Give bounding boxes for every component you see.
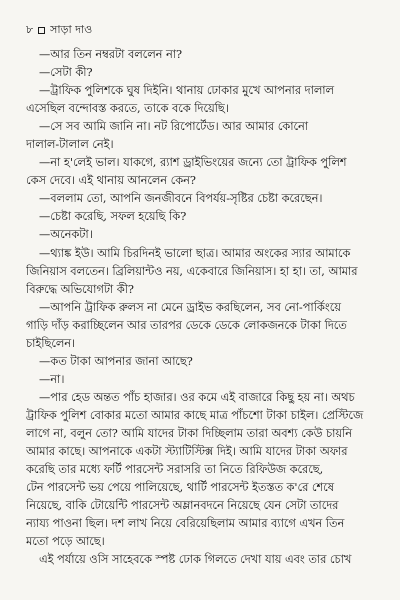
text-line: চাইছিলেন। xyxy=(26,336,76,350)
page-number: ৮ xyxy=(26,23,34,36)
text-line: ট্রাফিক পুলিশ বোকার মতো আমার কাছে মাত্র পাঁচশো টাকা চাইল। প্রেস্টিজে xyxy=(26,408,364,422)
text-line: —সেটা কী? xyxy=(39,66,93,80)
text-line: —সে সব আমি জানি না। নট রিপোর্টেড। আর আমার কোনো xyxy=(39,120,309,134)
text-line: দালাল-টালাল নেই। xyxy=(26,138,114,152)
running-header xyxy=(26,22,384,38)
running-title: সাড়া দাও xyxy=(50,23,93,36)
text-line: গাড়ি দাঁড় করাচ্ছিলেন আর তারপর ডেকে ডেকে লোকজনকে টাকা দিতে xyxy=(26,318,347,332)
text-line: লাগে না, বলুন তো? আমি যাদের টাকা দিচ্ছিলাম তারা অবশ্য কেউ চায়নি xyxy=(26,426,352,440)
text-line: —পার হেড অন্তত পাঁচ হাজার। ওর কমে এই বাজারে কিছু হয় না। অথচ xyxy=(39,390,355,404)
page-text xyxy=(26,46,384,569)
text-line: —চেষ্টা করেছি, সফল হয়েছি কি? xyxy=(39,210,187,224)
text-line: বিরুদ্ধে অভিযোগটা কী? xyxy=(26,282,134,296)
text-line: মতো পড়ে আছে। xyxy=(26,535,105,549)
book-page xyxy=(26,22,384,600)
text-line: —আর তিন নম্বরটা বললেন না? xyxy=(39,48,183,61)
square-ornament-icon xyxy=(38,27,45,34)
text-line: এই পর্যায়ে ওসি সাহেবকে স্পষ্ট ঢোক গিলতে দেখা যায় এবং তার চোখ xyxy=(39,553,352,567)
text-line: —ট্রাফিক পুলিশকে ঘুষ দিইনি। থানায় ঢোকার মুখে আপনার দালাল xyxy=(39,84,334,98)
text-line: আমার কাছে। আপনাকে একটা স্ট্যাটিস্টিক্স দিই। আমি যাদের টাকা অফার xyxy=(26,445,348,459)
text-line: —আপনি ট্রাফিক রুলস না মেনে ড্রাইভ করছিলেন, সব নো-পার্কিংয়ে xyxy=(39,300,341,314)
text-line: নিয়েছে, বাকি টোয়েন্টি পারসেন্ট অম্লানবদনে নিয়েছে যেন সেটা তাদের xyxy=(26,499,339,513)
text-line: —বললাম তো, আপনি জনজীবনে বিপর্যয়-সৃষ্টির চেষ্টা করেছেন। xyxy=(39,192,323,206)
text-line: ন্যায্য পাওনা ছিল। দশ লাখ নিয়ে বেরিয়েছিলাম আমার ব্যাগে এখন তিন xyxy=(26,517,345,531)
text-line: এসেছিল বন্দোবস্ত করতে, তাকে বকে দিয়েছি। xyxy=(26,102,229,116)
text-line: টেন পারসেন্ট ভয় পেয়ে পালিয়েছে, থার্টি পারসেন্ট ইতস্তত ক'রে শেষে xyxy=(26,481,334,495)
text-line: —কত টাকা আপনার জানা আছে? xyxy=(39,354,193,368)
text-line: —না। xyxy=(39,372,65,386)
text-line: কেস দেবে। এই থানায় আনলেন কেন? xyxy=(26,174,196,188)
text-line: —অনেকটা। xyxy=(39,228,93,242)
text-line: —থ্যাঙ্ক ইউ। আমি চিরদিনই ভালো ছাত্র। আমার অংকের স্যার আমাকে xyxy=(39,246,351,260)
text-line: জিনিয়াস বলতেন। ব্রিলিয়ান্টও নয়, একেবারে জিনিয়াস। হা হা। তা, আমার xyxy=(26,264,358,278)
text-line: —না হ'লেই ভাল। যাকগে, র‍্যাশ ড্রাইভিংয়ের জন্যে তো ট্রাফিক পুলিশ xyxy=(39,156,347,170)
text-line: করেছি তার মধ্যে ফর্টি পারসেন্ট সরাসরি তা নিতে রিফিউজ করেছে, xyxy=(26,463,324,477)
